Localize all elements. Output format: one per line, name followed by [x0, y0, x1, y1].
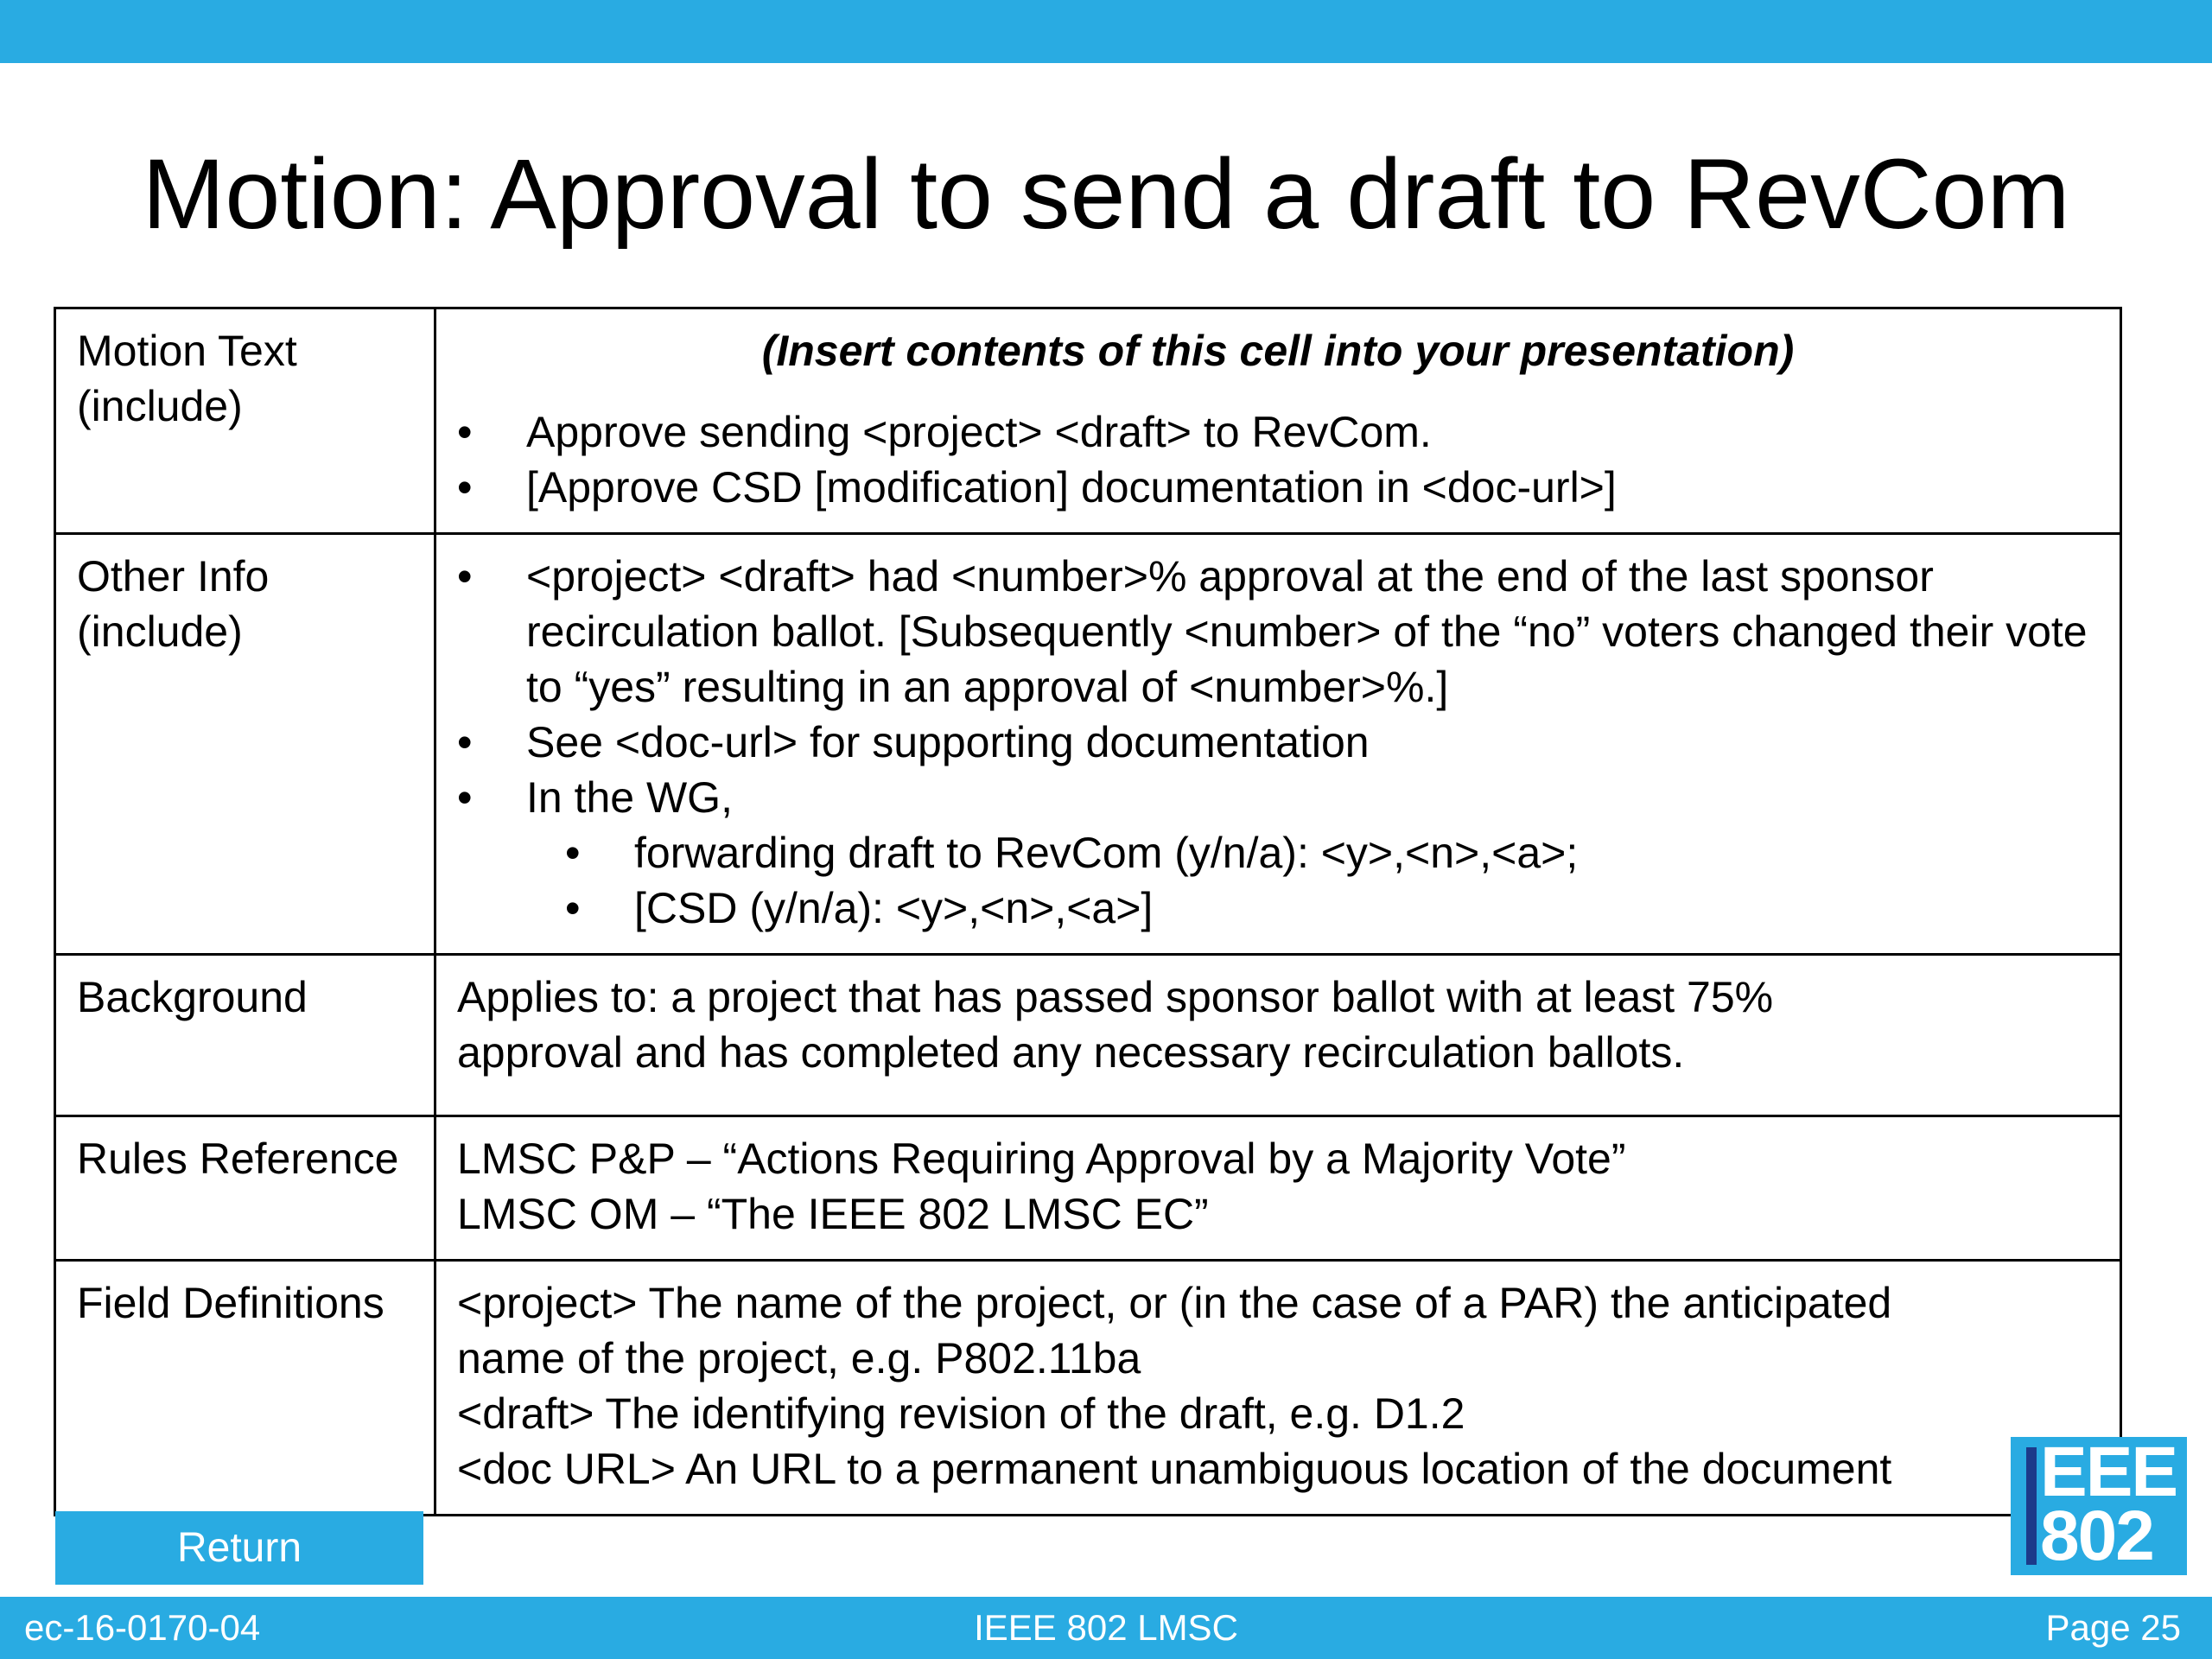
label-background: Background	[55, 955, 435, 1116]
row-rules-reference	[55, 1116, 2121, 1261]
row-field-definitions	[55, 1261, 2121, 1516]
content-background: Applies to: a project that has passed sponsor ballot with at least 75% approval and has completed any necessary recirculation ballots.	[435, 955, 2121, 1116]
other-info-bullets	[457, 549, 2099, 825]
bullet-icon: •	[457, 773, 473, 822]
content-rules-reference: LMSC P&P – “Actions Requiring Approval by a Majority Vote” LMSC OM – “The IEEE 802 LMSC EC”	[435, 1116, 2121, 1261]
ieee-802-logo	[2011, 1437, 2187, 1575]
motion-table	[54, 307, 2122, 1516]
logo-stripe	[2026, 1447, 2037, 1565]
row-background	[55, 955, 2121, 1116]
return-button[interactable]: Return	[55, 1511, 423, 1585]
bullet-icon: •	[457, 718, 473, 766]
label-motion-text: Motion Text (include)	[55, 308, 435, 534]
list-item: • [Approve CSD [modification] documentation in <doc-url>]	[457, 460, 2099, 515]
label-other-info: Other Info (include)	[55, 534, 435, 955]
bullet-icon: •	[565, 884, 581, 932]
bullet-icon: •	[565, 829, 581, 877]
bullet-icon: •	[457, 408, 473, 456]
list-item: • forwarding draft to RevCom (y/n/a): <y>,<n>,<a>;	[457, 825, 2099, 880]
footer-page-number: Page 25	[2045, 1607, 2181, 1648]
logo-text-802: 802	[2040, 1497, 2153, 1575]
footer-bar	[0, 1597, 2212, 1659]
motion-bullets	[457, 404, 2099, 515]
content-motion-text	[435, 308, 2121, 534]
bullet-icon: •	[457, 552, 473, 601]
bullet-icon: •	[457, 463, 473, 512]
insert-note: (Insert contents of this cell into your presentation)	[761, 327, 1795, 375]
content-other-info	[435, 534, 2121, 955]
list-item: • <project> <draft> had <number>% approval at the end of the last sponsor recirculation ballot. [Subsequently <number> of the “no” voters changed their vote to “yes” resulting in an approval of <number>%.]	[457, 549, 2099, 715]
wg-sub-bullets	[457, 825, 2099, 936]
list-item: • [CSD (y/n/a): <y>,<n>,<a>]	[457, 880, 2099, 936]
row-other-info	[55, 534, 2121, 955]
label-field-definitions: Field Definitions	[55, 1261, 435, 1516]
footer-org: IEEE 802 LMSC	[974, 1607, 1238, 1648]
content-field-definitions: <project> The name of the project, or (in the case of a PAR) the anticipated name of the project, e.g. P802.11ba <draft> The identifying revision of the draft, e.g. D1.2 <doc URL> An URL to a permanent unambiguous location of the document	[435, 1261, 2121, 1516]
row-motion-text	[55, 308, 2121, 534]
footer-doc-id: ec-16-0170-04	[24, 1607, 261, 1648]
top-banner	[0, 0, 2212, 63]
list-item: • In the WG,	[457, 770, 2099, 825]
list-item: • Approve sending <project> <draft> to RevCom.	[457, 404, 2099, 460]
list-item: • See <doc-url> for supporting documentation	[457, 715, 2099, 770]
label-rules-reference: Rules Reference	[55, 1116, 435, 1261]
logo-text-eee: EEE	[2040, 1437, 2177, 1511]
slide-title: Motion: Approval to send a draft to RevCom	[142, 139, 2070, 250]
